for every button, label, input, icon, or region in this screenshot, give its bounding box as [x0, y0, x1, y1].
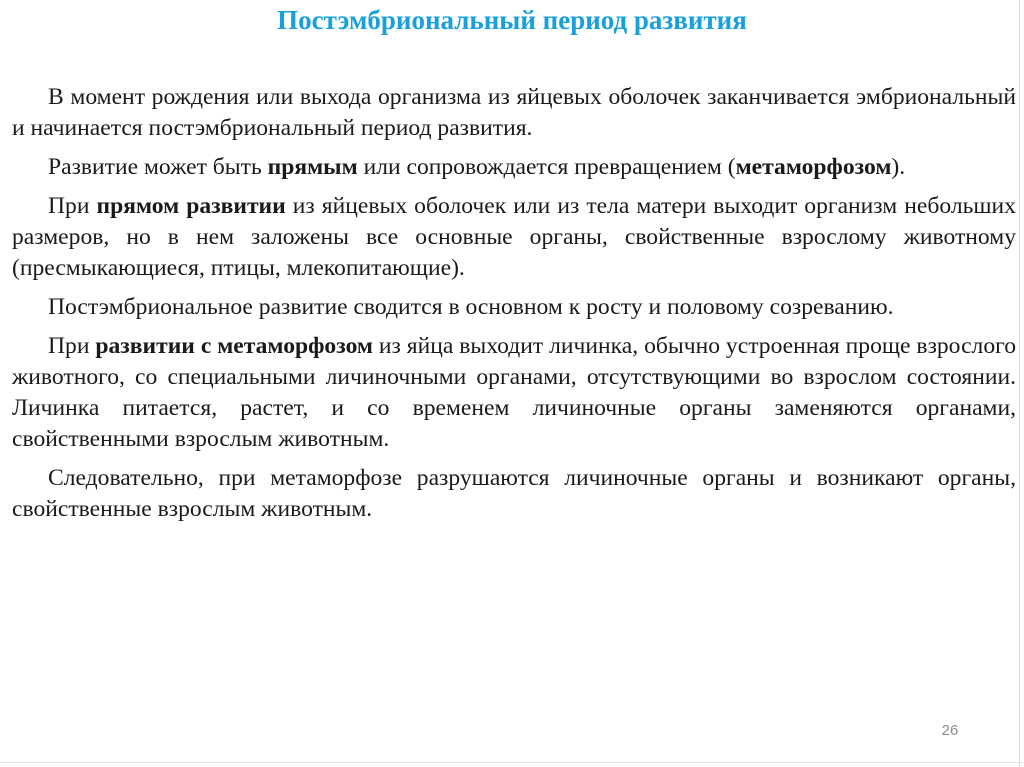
slide-border-right	[1019, 0, 1020, 767]
slide-body	[12, 82, 1016, 533]
paragraph-text: В момент рождения или выхода организма из яйцевых оболочек заканчивается эмбриональный и начинается постэмбриональный период развития.	[12, 84, 1016, 141]
paragraph-text: При	[48, 333, 96, 359]
paragraph-4	[12, 292, 1016, 323]
paragraph-text: ).	[891, 154, 906, 180]
paragraph-text: При	[48, 193, 97, 219]
paragraph-1	[12, 82, 1016, 144]
paragraph-text: из яйца выходит личинка, обычно устроенная проще взрослого животного, со специальными личиночными органами, отсутствующими во взрослом состоянии. Личинка питается, растет, и со временем личиночные органы заменяются органами, свойственными взрослым животным.	[12, 333, 1016, 452]
slide-title: Постэмбриональный период развития	[277, 5, 747, 35]
paragraph-5	[12, 331, 1016, 455]
bold-term: прямом развитии	[96, 193, 286, 219]
paragraph-text: Постэмбриональное развитие сводится в основном к росту и половому созреванию.	[48, 294, 894, 320]
bold-term: метаморфозом	[735, 154, 892, 180]
paragraph-text: Следовательно, при метаморфозе разрушаются личиночные органы и возникают органы, свойственные взрослым животным.	[12, 465, 1016, 522]
page-number: 26	[941, 722, 959, 739]
slide-border-bottom	[0, 762, 1024, 763]
bold-term: развитии с метаморфозом	[95, 333, 373, 359]
paragraph-6	[12, 463, 1016, 525]
paragraph-3	[12, 191, 1016, 284]
paragraph-text: или сопровождается превращением (	[357, 154, 736, 180]
paragraph-text: из яйцевых оболочек или из тела матери выходит организм небольших размеров, но в нем заложены все основные органы, свойственные взрослому животному (пресмыкающиеся, птицы, млекопитающие).	[12, 193, 1016, 281]
paragraph-2	[12, 152, 1016, 183]
bold-term: прямым	[267, 154, 358, 180]
paragraph-text: Развитие может быть	[48, 154, 268, 180]
